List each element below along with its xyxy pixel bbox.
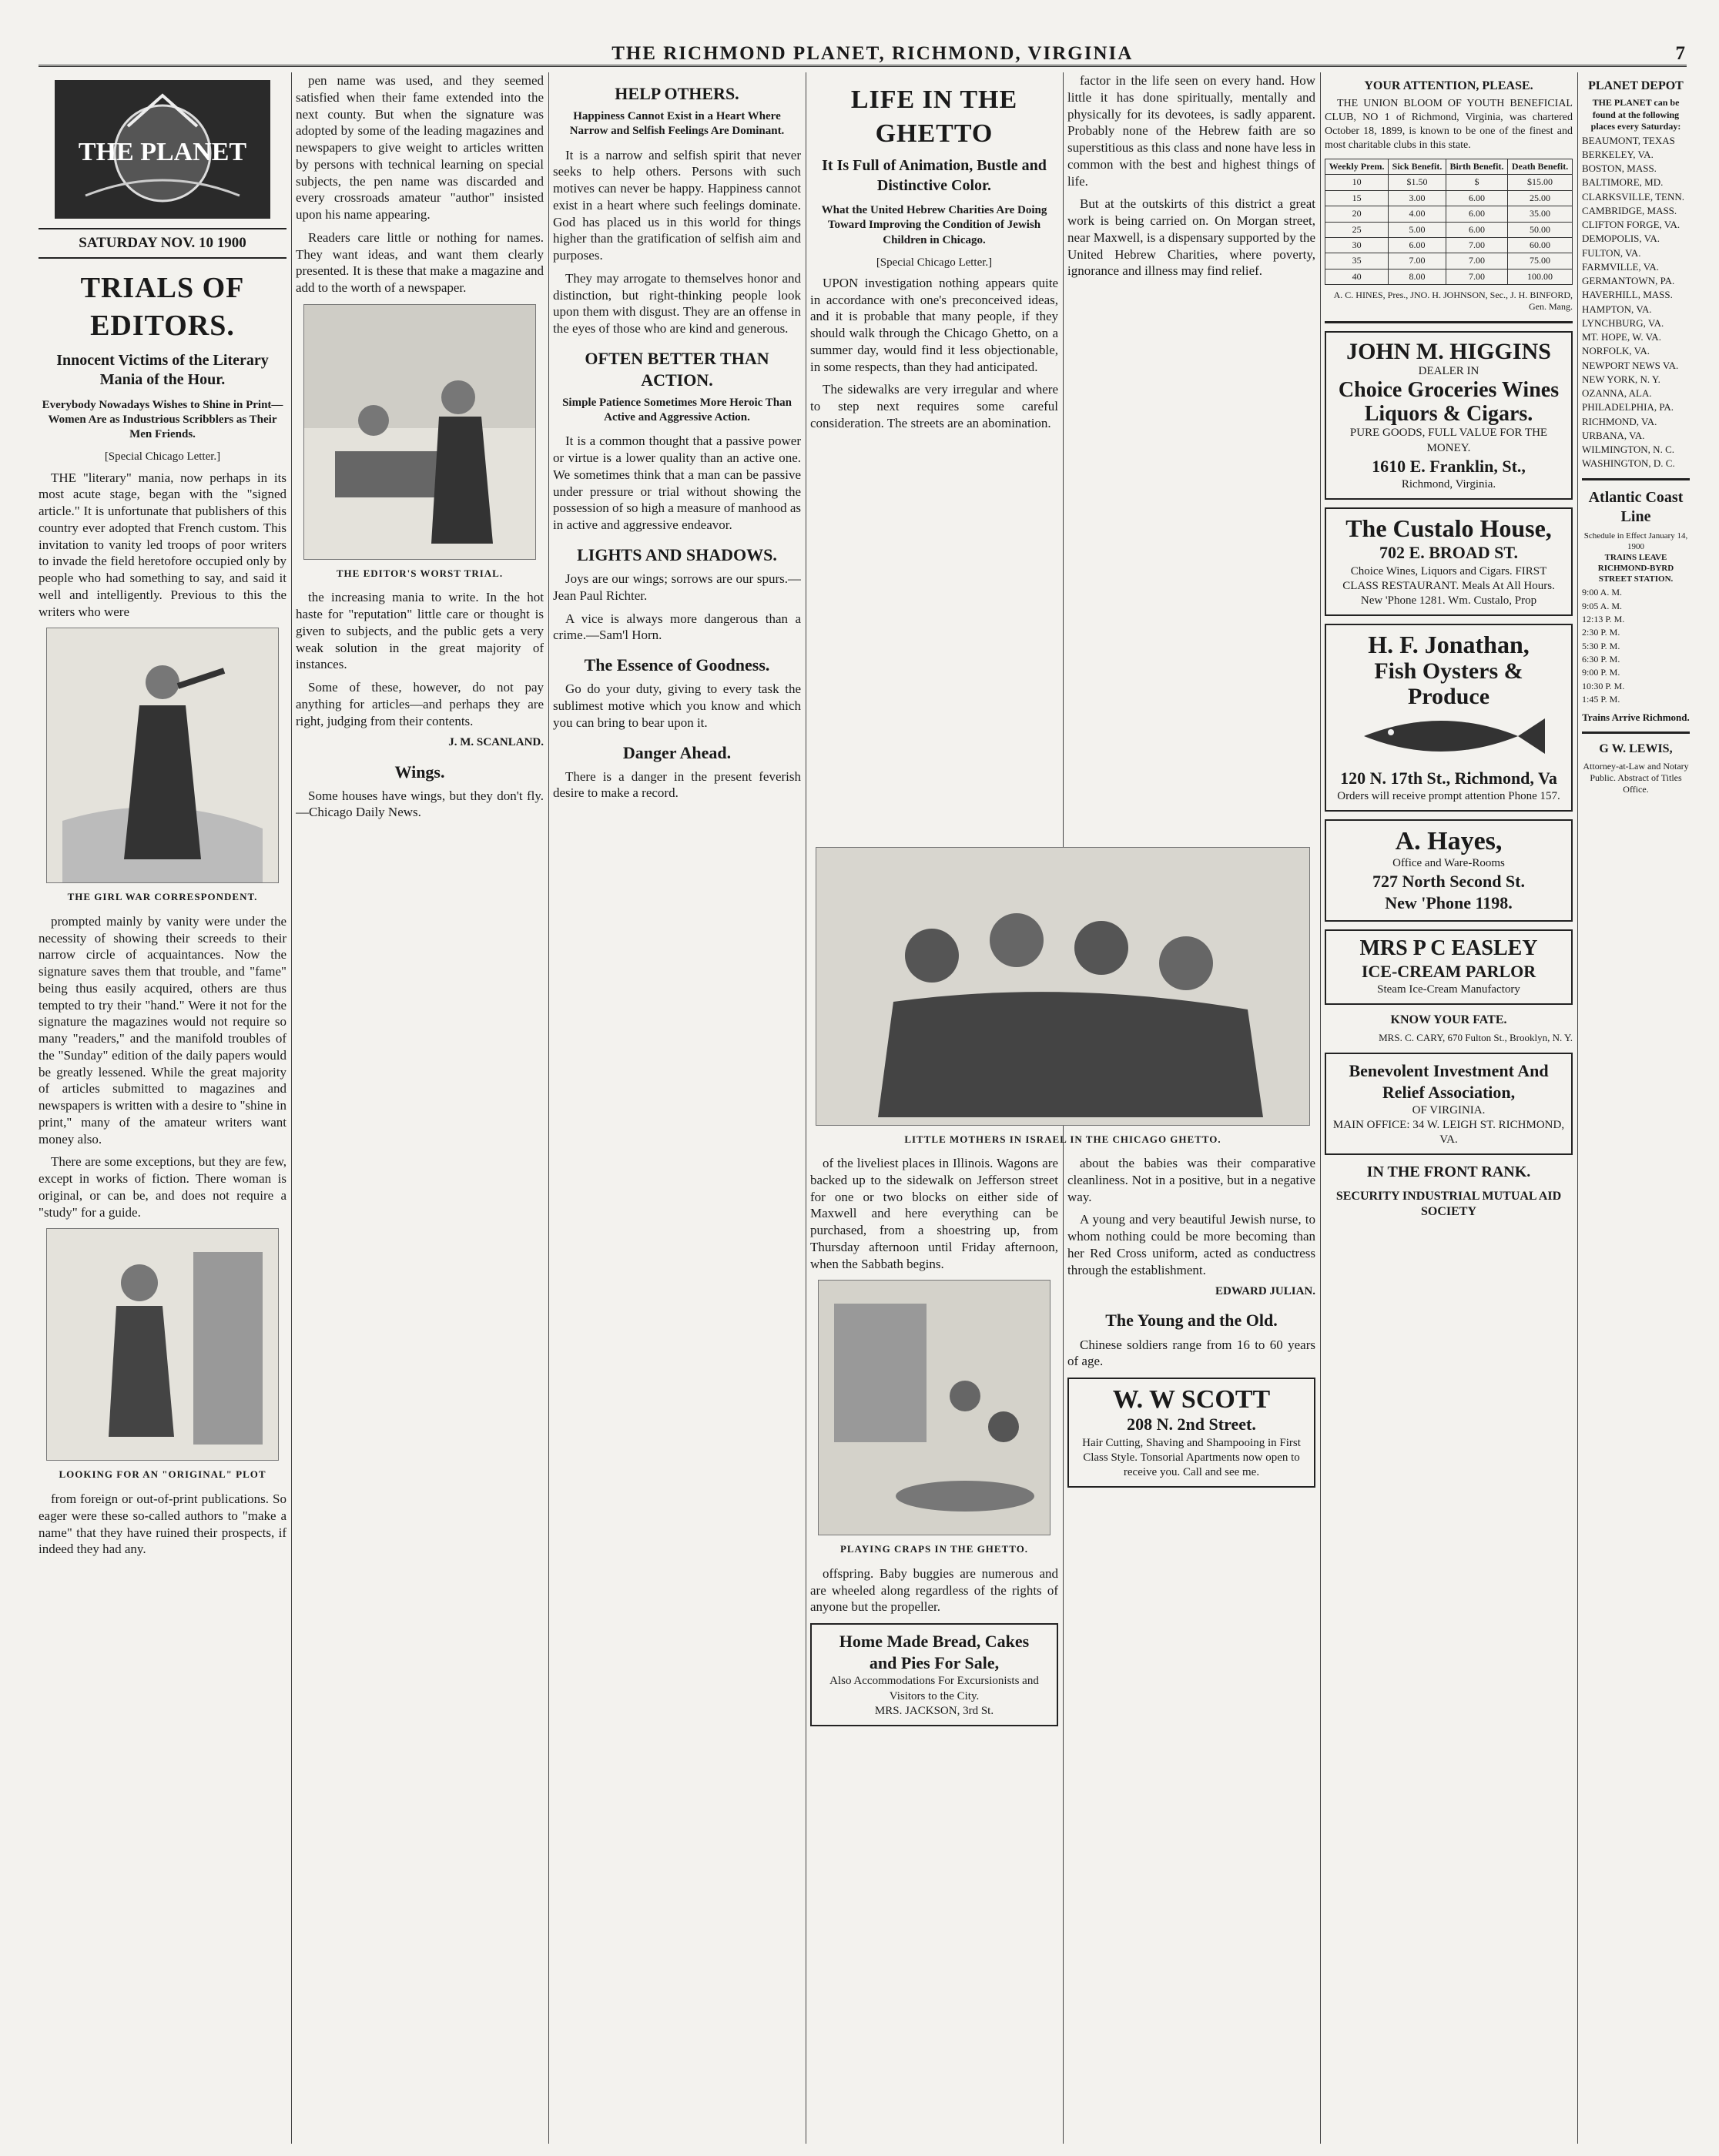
paragraph: Chinese soldiers range from 16 to 60 years of age.	[1067, 1337, 1315, 1369]
figure-caption: LITTLE MOTHERS IN ISRAEL IN THE CHICAGO GHETTO.	[904, 1133, 1221, 1145]
column-1	[39, 72, 286, 2144]
rates-cell: 6.00	[1446, 206, 1507, 222]
original-plot-illustration	[46, 1228, 279, 1461]
editors-worst-trial-illustration	[303, 304, 536, 560]
column-6-ads	[1325, 72, 1573, 2144]
depot-place: GERMANTOWN, PA.	[1582, 275, 1675, 287]
dateline: [Special Chicago Letter.]	[104, 450, 221, 464]
svg-text:THE PLANET: THE PLANET	[78, 138, 247, 166]
subdeck: Everybody Nowadays Wishes to Shine in Print—Women Are as Industrious Scribblers as Their Men Friends.	[42, 398, 283, 441]
rates-cell: 25	[1325, 222, 1389, 237]
paragraph: THE "literary" mania, now perhaps in its most acute stage, began with the "signed article." It is unfortunate that publishers of this country ever adopted that French custom. This invitation to vanity led troops of poor writers to invade the field heretofore occupied only by people who had something to say, and said it well and intelligently. Previous to this the writers who were	[39, 470, 286, 619]
paragraph: Readers care little or nothing for names. They want ideas, and want them clearly presented. It is these that make a magazine and add to the worth of a newspaper.	[296, 229, 544, 295]
rates-cell: 40	[1325, 269, 1389, 284]
custalo-advertisement: The Custalo House, 702 E. BROAD ST. Choice Wines, Liquors and Cigars. FIRST CLASS RESTAURANT. Meals At All Hours. New 'Phone 1281. Wm. Custalo, Prop	[1325, 507, 1573, 616]
train-time: 5:30 P. M.	[1582, 640, 1620, 651]
depot-place: BOSTON, MASS.	[1582, 162, 1657, 175]
rates-header-cell: Birth Benefit.	[1446, 159, 1507, 175]
depot-place: FARMVILLE, VA.	[1582, 260, 1660, 273]
column-rule	[1320, 72, 1321, 2144]
benefit-rates-table	[1325, 159, 1573, 285]
planet-depot-heading: PLANET DEPOT	[1588, 79, 1684, 92]
depot-place: MT. HOPE, W. VA.	[1582, 331, 1661, 343]
rates-row	[1325, 237, 1573, 253]
depot-place: LYNCHBURG, VA.	[1582, 316, 1664, 329]
column-4-lower	[810, 1155, 1058, 2141]
paragraph: It is a common thought that a passive power or virtue is a lower quality than an active one. We sometimes think that a man can be passive under pressure or trial without showing the possession of so high a measure of manhood as in active and aggressive endeavor.	[553, 434, 801, 533]
rates-cell: 20	[1325, 206, 1389, 222]
train-time: 1:45 P. M.	[1582, 694, 1620, 705]
paragraph: They may arrogate to themselves honor and distinction, but right-thinking people look upon them with disgust. They are an offense in the eyes of those who are kind and generous.	[553, 270, 801, 336]
rates-cell: 75.00	[1508, 253, 1573, 269]
depot-place: FULTON, VA.	[1582, 246, 1641, 259]
paragraph: of the liveliest places in Illinois. Wagons are backed up to the sidewalk on Jefferson street for one or two blocks on either side of Maxwell and here everything can be purchased, from a shoestring up, from Thursday afternoon until Friday afternoon, when the Sabbath begins.	[810, 1156, 1058, 1271]
train-time: 6:30 P. M.	[1582, 654, 1620, 665]
rates-cell: 25.00	[1508, 190, 1573, 206]
headline-life-in-ghetto: LIFE IN THE GHETTO	[850, 85, 1018, 148]
rates-header-cell: Sick Benefit.	[1389, 159, 1446, 175]
planet-logo	[55, 80, 270, 219]
paragraph: But at the outskirts of this district a great work is being carried on. On Morgan street, near Maxwell, is a dispensary supported by the United Hebrew Charities, where poverty, ignorance and illness may find relief.	[1067, 196, 1315, 279]
paragraph: It is a narrow and selfish spirit that never seeks to help others. Persons with such motives can never be happy. Happiness cannot exist in a heart where such feelings dominate. God has placed us in this world for things higher than the gratification of selfish aim and purposes.	[553, 147, 801, 263]
schedule-effective: Schedule in Effect January 14, 1900	[1583, 531, 1688, 551]
depot-place: PHILADELPHIA, PA.	[1582, 401, 1674, 413]
paragraph: prompted mainly by vanity were under the necessity of showing their screeds to their narrow circle of acquaintances. Now the signature saves them that trouble, and "fame" being thus easily acquired, others are thus tempted to try their "hand." Were it not for the signature the magazines would not require so many "readers," and the manifold troubles of the "Sunday" edition of the daily papers would be greatly lessened. While the great majority of articles submitted to magazines and newspapers is written with a desire to "shine in print," many of the amateur writers want money also.	[39, 913, 286, 1147]
column-7	[1582, 72, 1690, 2144]
depot-place: HAMPTON, VA.	[1582, 303, 1652, 315]
girl-war-correspondent-illustration	[46, 628, 279, 883]
little-mothers-illustration	[816, 847, 1310, 1126]
lewis-text: Attorney-at-Law and Notary Public. Abstract of Titles Office.	[1583, 760, 1689, 795]
masthead	[39, 34, 1687, 67]
depot-place: WILMINGTON, N. C.	[1582, 444, 1674, 456]
deck: It Is Full of Animation, Bustle and Distinctive Color.	[822, 157, 1047, 194]
atlantic-coast-line-heading: Atlantic Coast Line	[1588, 488, 1684, 526]
figure-caption: LOOKING FOR AN "ORIGINAL" PLOT	[59, 1468, 266, 1481]
newspaper-title: THE RICHMOND PLANET, RICHMOND, VIRGINIA	[612, 43, 1134, 64]
rates-row	[1325, 253, 1573, 269]
depot-place: BEAUMONT, TEXAS	[1582, 134, 1675, 146]
headline-help-others: HELP OTHERS.	[615, 84, 739, 103]
rates-cell: 30	[1325, 237, 1389, 253]
headline-trials-of-editors: TRIALS OF EDITORS.	[80, 272, 245, 342]
issue-date: SATURDAY NOV. 10 1900	[39, 228, 286, 259]
depot-place: BALTIMORE, MD.	[1582, 176, 1664, 189]
train-time: 9:00 A. M.	[1582, 587, 1623, 598]
depot-place: NORFOLK, VA.	[1582, 345, 1650, 357]
column-5-lower	[1067, 1155, 1315, 2141]
rates-cell: 7.00	[1446, 237, 1507, 253]
depot-list	[1582, 135, 1690, 470]
attention-heading: YOUR ATTENTION, PLEASE.	[1364, 79, 1533, 92]
rates-row	[1325, 175, 1573, 190]
depot-place: CAMBRIDGE, MASS.	[1582, 204, 1677, 216]
hayes-advertisement: A. Hayes, Office and Ware-Rooms 727 North Second St. New 'Phone 1198.	[1325, 819, 1573, 922]
headline-lights-shadows: LIGHTS AND SHADOWS.	[577, 544, 777, 564]
rates-cell: 100.00	[1508, 269, 1573, 284]
fate-signature: MRS. C. CARY, 670 Fulton St., Brooklyn, N. Y.	[1379, 1031, 1573, 1043]
easley-advertisement: MRS P C EASLEY ICE-CREAM PARLOR Steam Ice-Cream Manufactory	[1325, 929, 1573, 1005]
deck: Innocent Victims of the Literary Mania of the Hour.	[56, 351, 269, 389]
rates-cell: 35.00	[1508, 206, 1573, 222]
column-rule	[548, 72, 549, 2144]
rates-cell: $1.50	[1389, 175, 1446, 190]
figure-caption: THE GIRL WAR CORRESPONDENT.	[67, 891, 258, 903]
depot-subheading: THE PLANET can be found at the following places every Saturday:	[1590, 97, 1681, 132]
depot-place: OZANNA, ALA.	[1582, 387, 1652, 400]
little-mothers-block	[810, 839, 1315, 1155]
rates-cell: 50.00	[1508, 222, 1573, 237]
paragraph: about the babies was their comparative cleanliness. Not in a positive, but in a negative way.	[1067, 1156, 1315, 1204]
train-time: 9:00 P. M.	[1582, 667, 1620, 678]
higgins-advertisement: JOHN M. HIGGINS DEALER IN Choice Groceries Wines Liquors & Cigars. PURE GOODS, FULL VALUE FOR THE MONEY. 1610 E. Franklin, St., Richmond, Virginia.	[1325, 331, 1573, 500]
paragraph: Some of these, however, do not pay anything for articles—and perhaps they are right, judging from their contents.	[296, 680, 544, 728]
column-rule	[1577, 72, 1578, 2144]
subdeck: Happiness Cannot Exist in a Heart Where Narrow and Selfish Feelings Are Dominant.	[569, 110, 785, 138]
paragraph: There are some exceptions, but they are few, except in works of fiction. There woman is original, or can be, and does not require a "study" for a guide.	[39, 1154, 286, 1220]
rates-cell: 3.00	[1389, 190, 1446, 206]
rates-cell: 7.00	[1446, 269, 1507, 284]
section-heading: Wings.	[394, 762, 445, 782]
rates-header-cell: Death Benefit.	[1508, 159, 1573, 175]
lewis-name: G W. LEWIS,	[1599, 742, 1673, 756]
author-signature: EDWARD JULIAN.	[1215, 1285, 1315, 1298]
page-number: 7	[1675, 43, 1687, 64]
paragraph: The sidewalks are very irregular and where to step next requires some careful consideration. The streets are an abomination.	[810, 382, 1058, 430]
paragraph: pen name was used, and they seemed satisfied when their fame extended into the next county. But when the signature was adopted by some of the leading magazines and newspapers to give weight to articles written by persons with technical learning on special subjects, the pen name was discarded and every crossroads amateur "author" insisted upon his name appearing.	[296, 73, 544, 222]
benevolent-advertisement: Benevolent Investment And Relief Association, OF VIRGINIA. MAIN OFFICE: 34 W. LEIGH ST. RICHMOND, VA.	[1325, 1053, 1573, 1156]
paragraph: There is a danger in the present feverish desire to make a record.	[553, 768, 801, 801]
train-time: 10:30 P. M.	[1582, 680, 1625, 691]
rates-row	[1325, 269, 1573, 284]
depot-place: CLIFTON FORGE, VA.	[1582, 219, 1680, 231]
rates-cell: 8.00	[1389, 269, 1446, 284]
rates-cell: 6.00	[1446, 190, 1507, 206]
security-heading: SECURITY INDUSTRIAL MUTUAL AID SOCIETY	[1335, 1189, 1562, 1219]
column-3	[553, 72, 801, 2144]
section-heading: Danger Ahead.	[622, 742, 732, 762]
paragraph: Joys are our wings; sorrows are our spurs.—Jean Paul Richter.	[553, 571, 801, 603]
rates-row	[1325, 190, 1573, 206]
author-signature: J. M. SCANLAND.	[448, 736, 544, 749]
rates-cell: 10	[1325, 175, 1389, 190]
paragraph: the increasing mania to write. In the hot haste for "reputation" little care or thought is given to subjects, and the public gets a very weak solution in the great majority of instances.	[296, 590, 544, 672]
paragraph: A young and very beautiful Jewish nurse, to whom nothing could be more becoming than her Red Cross uniform, acted as conductress through the establishment.	[1067, 1212, 1315, 1277]
schedule-subheading: TRAINS LEAVE RICHMOND-BYRD STREET STATION.	[1597, 552, 1674, 584]
rates-cell: 5.00	[1389, 222, 1446, 237]
paragraph: UPON investigation nothing appears quite in accordance with one's preconceived ideas, and it is probable that many people, if they should walk through the Chicago Ghetto, on a summer day, would find it less objectionable, in some respects, than they had anticipated.	[810, 275, 1058, 374]
depot-place: RICHMOND, VA.	[1582, 415, 1657, 427]
rates-cell: 7.00	[1389, 253, 1446, 269]
depot-place: HAVERHILL, MASS.	[1582, 289, 1673, 301]
figure-caption: THE EDITOR'S WORST TRIAL.	[336, 567, 504, 579]
playing-craps-illustration	[818, 1280, 1050, 1535]
jonathan-advertisement: H. F. Jonathan, Fish Oysters & Produce 120 N. 17th St., Richmond, Va Orders will receive prompt attention Phone 157.	[1325, 624, 1573, 812]
fish-icon	[1349, 709, 1549, 763]
rates-header-cell: Weekly Prem.	[1325, 159, 1389, 175]
column-2	[296, 72, 544, 2144]
paragraph: factor in the life seen on every hand. How little it has done spiritually, mentally and physically for its devotees, is sadly apparent. Probably none of the Hebrew faith are so superstitious as this class and none have less in common with the best and highest things of life.	[1067, 73, 1315, 189]
rates-cell: 4.00	[1389, 206, 1446, 222]
fate-heading: KNOW YOUR FATE.	[1390, 1013, 1507, 1027]
headline-often-better: OFTEN BETTER THAN ACTION.	[585, 348, 769, 390]
rates-cell: 15	[1325, 190, 1389, 206]
depot-place: NEW YORK, N. Y.	[1582, 373, 1660, 385]
rates-cell: $	[1446, 175, 1507, 190]
rates-cell: 6.00	[1389, 237, 1446, 253]
depot-place: CLARKSVILLE, TENN.	[1582, 190, 1685, 203]
depot-place: NEWPORT NEWS VA.	[1582, 359, 1679, 371]
barber-advertisement: W. W SCOTT 208 N. 2nd Street. Hair Cutting, Shaving and Shampooing in First Class Style. Tonsorial Apartments now open to receive you. Call and see me.	[1067, 1378, 1315, 1488]
train-time: 2:30 P. M.	[1582, 627, 1620, 638]
subdeck: What the United Hebrew Charities Are Doing Toward Improving the Condition of Jewish Children in Chicago.	[821, 204, 1047, 246]
paragraph: A vice is always more dangerous than a crime.—Sam'l Horn.	[553, 611, 801, 643]
train-time: 9:05 A. M.	[1582, 600, 1623, 611]
rates-row	[1325, 206, 1573, 222]
front-rank-heading: IN THE FRONT RANK.	[1366, 1163, 1531, 1181]
club-notice: THE UNION BLOOM OF YOUTH BENEFICIAL CLUB, NO 1 of Richmond, Virginia, was chartered October 18, 1899, is known to be one of the finest and most charitable clubs in this state.	[1325, 98, 1573, 152]
paragraph: Some houses have wings, but they don't fly.—Chicago Daily News.	[296, 788, 544, 820]
paragraph: offspring. Baby buggies are numerous and are wheeled along regardless of the rights of anyone but the propeller.	[810, 1565, 1058, 1615]
depot-place: URBANA, VA.	[1582, 429, 1645, 441]
train-time: 12:13 P. M.	[1582, 613, 1625, 624]
train-times	[1582, 587, 1690, 705]
club-signers: A. C. HINES, Pres., JNO. H. JOHNSON, Sec., J. H. BINFORD, Gen. Mang.	[1333, 289, 1573, 313]
column-rule	[291, 72, 292, 2144]
arrive-heading: Trains Arrive Richmond.	[1582, 711, 1690, 723]
depot-place: DEMOPOLIS, VA.	[1582, 233, 1660, 245]
rates-row	[1325, 222, 1573, 237]
figure-caption: PLAYING CRAPS IN THE GHETTO.	[839, 1543, 1029, 1555]
rates-cell: 7.00	[1446, 253, 1507, 269]
rates-cell: 60.00	[1508, 237, 1573, 253]
rates-cell: 35	[1325, 253, 1389, 269]
paragraph: from foreign or out-of-print publications. So eager were these so-called authors to "make a name" that they have ruined their prospects, if indeed they had any.	[39, 1491, 286, 1557]
rates-cell: $15.00	[1508, 175, 1573, 190]
rates-cell: 6.00	[1446, 222, 1507, 237]
depot-place: WASHINGTON, D. C.	[1582, 457, 1675, 470]
subdeck: Simple Patience Sometimes More Heroic Than Active and Aggressive Action.	[562, 397, 792, 424]
depot-place: BERKELEY, VA.	[1582, 148, 1654, 160]
dateline: [Special Chicago Letter.]	[876, 256, 993, 269]
paragraph: Go do your duty, giving to every task the sublimest motive which you know and which you can bring to bear upon it.	[553, 681, 801, 730]
bakery-advertisement: Home Made Bread, Cakes and Pies For Sale, Also Accommodations For Excursionists and Visitors to the City. MRS. JACKSON, 3rd St.	[810, 1623, 1058, 1726]
section-heading: The Young and the Old.	[1105, 1311, 1278, 1331]
section-heading: The Essence of Goodness.	[584, 655, 770, 675]
